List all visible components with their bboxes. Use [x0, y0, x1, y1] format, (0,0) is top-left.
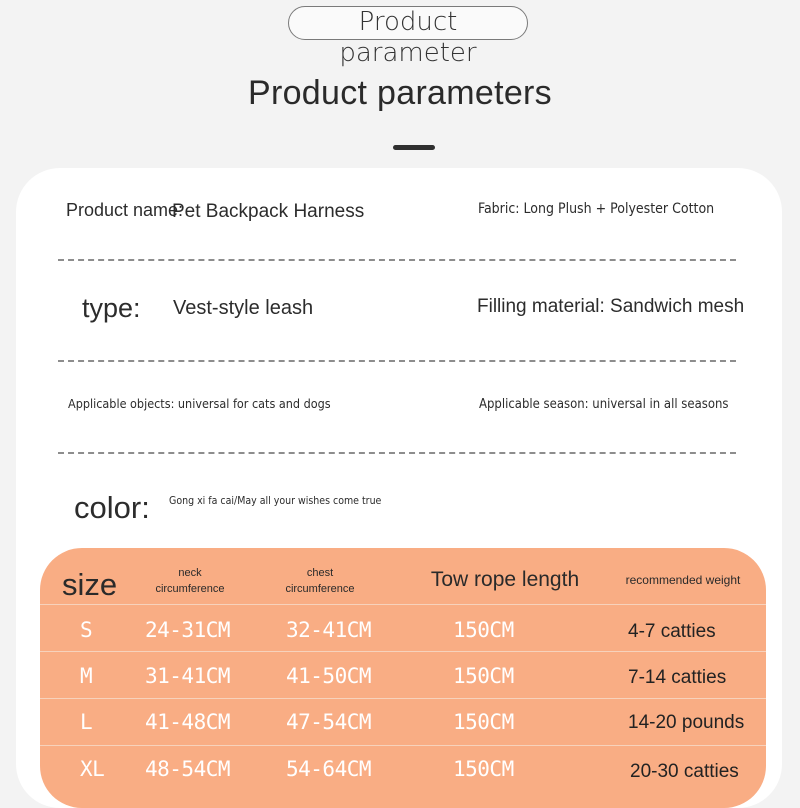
divider: [58, 360, 736, 362]
row-divider: [40, 651, 766, 652]
neck-cell: 24-31CM: [145, 618, 231, 642]
neck-cell: 41-48CM: [145, 710, 231, 734]
page-title: Product parameters: [248, 74, 552, 112]
weight-cell: 20-30 catties: [630, 761, 739, 782]
neck-header: [140, 565, 240, 597]
neck-cell: 48-54CM: [145, 757, 231, 781]
divider: [58, 452, 736, 454]
section-tag: Product parameter: [288, 6, 528, 40]
type-label: type:: [82, 293, 141, 323]
chest-header-line2: circumference: [285, 583, 355, 595]
color-label: color:: [74, 490, 150, 525]
tow-cell: 150CM: [453, 664, 514, 688]
tow-cell: 150CM: [453, 710, 514, 734]
size-cell: L: [80, 710, 93, 734]
neck-cell: 31-41CM: [145, 664, 231, 688]
chest-cell: 54-64CM: [286, 757, 372, 781]
size-header: size: [62, 567, 118, 602]
tow-cell: 150CM: [453, 618, 514, 642]
filling-text: Filling material: Sandwich mesh: [477, 296, 745, 317]
neck-header-line2: circumference: [155, 583, 225, 595]
tow-rope-header: Tow rope length: [430, 568, 580, 591]
size-cell: XL: [80, 757, 105, 781]
weight-cell: 14-20 pounds: [628, 712, 745, 733]
row-divider: [40, 604, 766, 605]
size-cell: S: [80, 618, 93, 642]
size-cell: M: [80, 664, 93, 688]
chest-header-line1: chest: [306, 567, 334, 579]
row-divider: [40, 745, 766, 746]
neck-header-line1: neck: [178, 567, 202, 579]
tow-cell: 150CM: [453, 757, 514, 781]
chest-cell: 41-50CM: [286, 664, 372, 688]
product-name-value: Pet Backpack Harness: [172, 201, 365, 222]
title-underline: [393, 145, 435, 150]
chest-cell: 32-41CM: [286, 618, 372, 642]
color-value: Gong xi fa cai/May all your wishes come true: [169, 495, 382, 507]
applicable-objects-text: Applicable objects: universal for cats and dogs: [68, 396, 331, 411]
row-divider: [40, 698, 766, 699]
product-name-label: Product name:: [66, 200, 184, 220]
weight-cell: 7-14 catties: [628, 667, 727, 688]
fabric-text: Fabric: Long Plush + Polyester Cotton: [478, 201, 715, 217]
applicable-season-text: Applicable season: universal in all seasons: [479, 397, 729, 412]
chest-cell: 47-54CM: [286, 710, 372, 734]
weight-header: recommended weight: [625, 573, 741, 587]
weight-cell: 4-7 catties: [628, 621, 716, 642]
divider: [58, 259, 736, 261]
chest-header: [270, 565, 370, 597]
type-value: Vest-style leash: [173, 297, 314, 319]
